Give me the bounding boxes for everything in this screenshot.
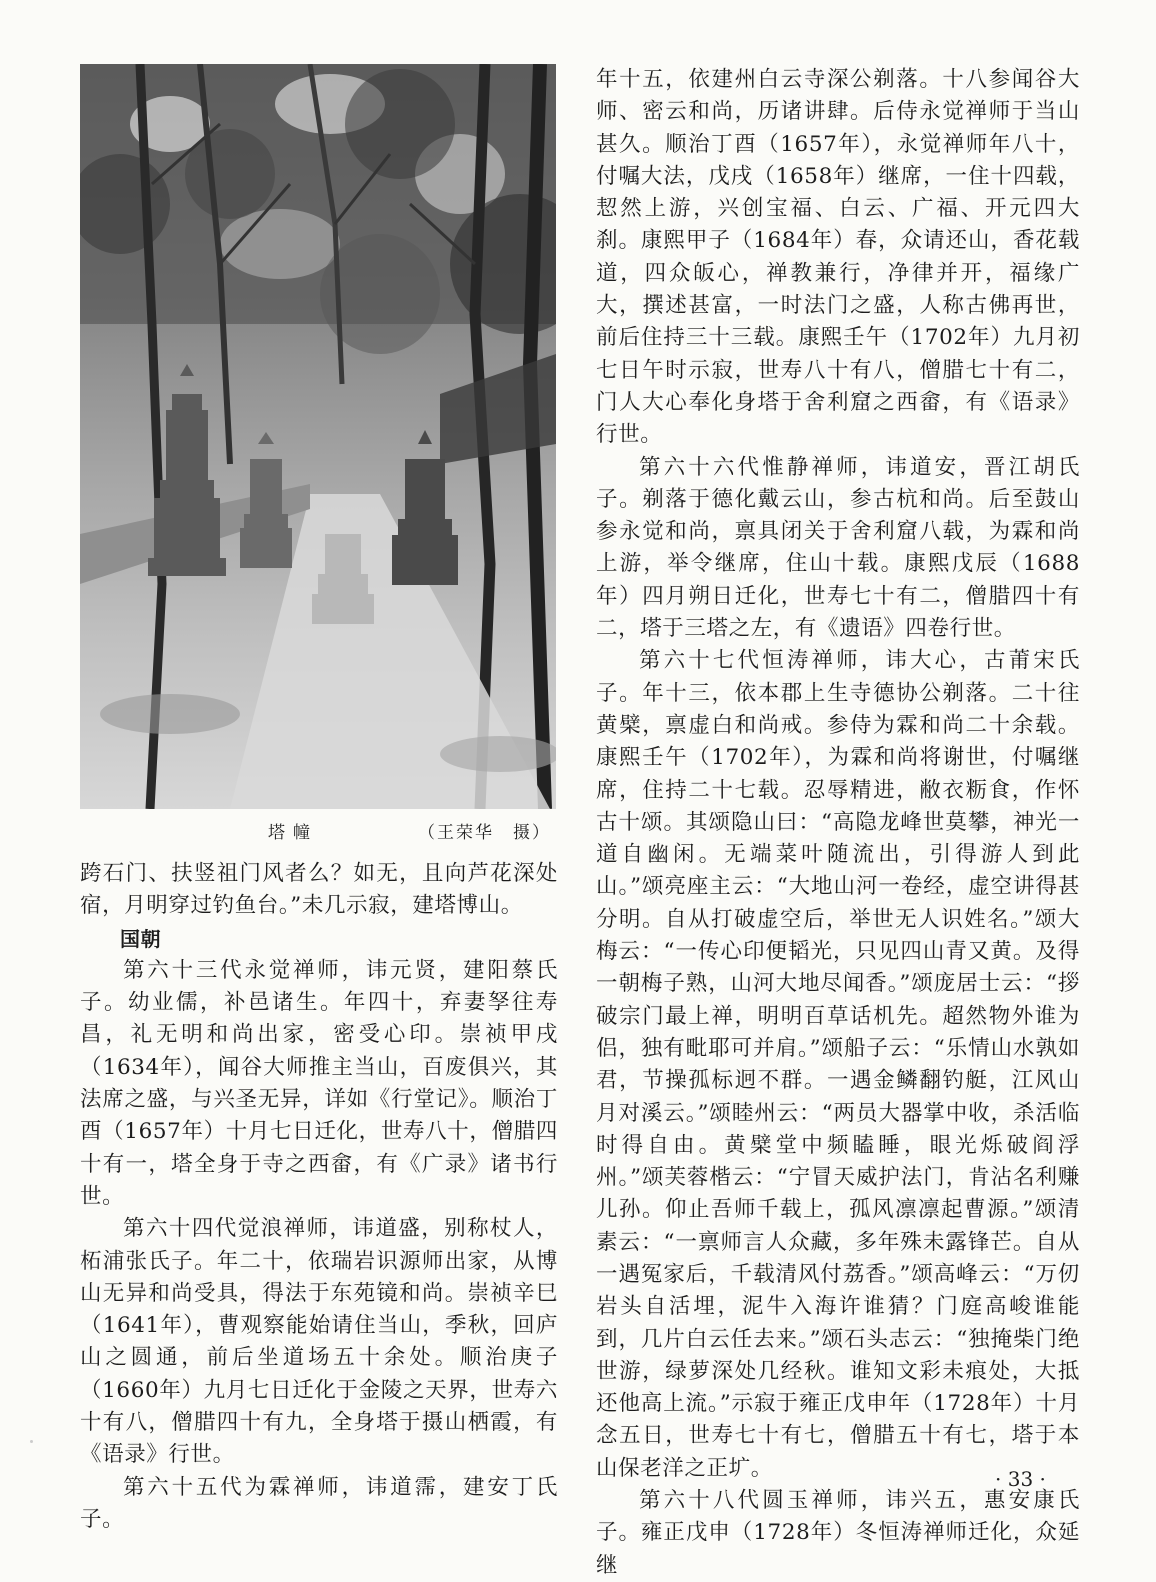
- paragraph: 第六十六代惟静禅师，讳道安，晋江胡氏子。剃落于德化戴云山，参古杭和尚。后至鼓山参永觉和尚，禀具闭关于舍利窟八载，为霖和尚上游，举令继席，住山十载。康熙戊辰（1688年）四月朔日迁化，世寿七十有二，僧腊四十有二，塔于三塔之左，有《遗语》四卷行世。: [596, 454, 1080, 642]
- scan-speck: [30, 1440, 33, 1443]
- paragraph: 第六十七代恒涛禅师，讳大心，古莆宋氏子。年十三，依本郡上生寺德协公剃落。二十往黄檗，禀虚白和尚戒。参侍为霖和尚二十余载。康熙壬午（1702年），为霖和尚将谢世，付嘱继席，住持二十七载。忍辱精进，敝衣粝食，作怀古十颂。其颂隐山曰：“高隐龙峰世莫攀，神光一道自幽闲。无端菜叶随流出，引得游人到此山。”颂亮座主云：“大地山河一卷经，虚空讲得甚分明。自从打破虚空后，举世无人识姓名。”颂大梅云：“一传心印便韬光，只见四山青又黄。及得一朝梅子熟，山河大地尽闻香。”颂庞居士云：“拶破宗门最上禅，明明百草话机先。超然物外谁为侣，独有毗耶可并肩。”颂船子云：“乐情山水孰如君，节操孤标迥不群。一遇金鳞翻钓艇，江风山月对溪云。”颂睦州云：“两员大器掌中收，杀活临时得自由。黄檗堂中频瞌睡，眼光烁破阎浮州。”颂芙蓉楷云：“宁冒天威护法门，肯沾名利赚儿孙。仰止吾师千载上，孤风凛凛起曹源。”颂清素云：“一禀师言人众藏，多年殊未露锋芒。自从一遇冤家后，千载清风付荔香。”颂高峰云：“万仞岩头自活埋，泥牛入海许谁猜？门庭高峻谁能到，几片白云任去来。”颂石头志云：“独掩柴门绝世游，绿萝深处几经秋。谁知文彩未痕处，大抵还他高上流。”示寂于雍正戊申年（1728年）十月念五日，世寿七十有七，僧腊五十有七，塔于本山保老洋之正圹。: [596, 648, 1080, 1481]
- section-heading: 国朝: [120, 926, 162, 951]
- paragraph: 跨石门、扶竖祖门风者么？如无，且向芦花深处宿，月明穿过钓鱼台。”未几示寂，建塔博山。: [80, 861, 558, 919]
- paragraph: 第六十八代圆玉禅师，讳兴五，惠安康氏子。雍正戊申（1728年）冬恒涛禅师迁化，众延继: [596, 1488, 1080, 1578]
- right-text-column: [596, 64, 1080, 1582]
- stupa-photo-graphic: [80, 64, 556, 809]
- paragraph: 第六十五代为霖禅师，讳道霈，建安丁氏子。: [80, 1474, 558, 1532]
- left-text-column: [80, 858, 558, 1536]
- stupa-photo: [80, 64, 556, 809]
- page-number: · 33 ·: [995, 1467, 1046, 1491]
- photo-caption: [80, 818, 556, 844]
- caption-credit: （王荣华 摄）: [418, 823, 551, 843]
- caption-title: 塔幢: [268, 823, 318, 843]
- paragraph: 第六十四代觉浪禅师，讳道盛，别称杖人，柘浦张氏子。年二十，依瑞岩识源师出家，从博山无异和尚受具，得法于东苑镜和尚。崇祯辛巳（1641年），曹观察能始请住当山，季秋，回庐山之圆通，前后坐道场五十余处。顺治庚子（1660年）九月七日迁化于金陵之天界，世寿六十有八，僧腊四十有九，全身塔于摄山栖霞，有《语录》行世。: [80, 1216, 558, 1468]
- paragraph: 第六十三代永觉禅师，讳元贤，建阳蔡氏子。幼业儒，补邑诸生。年四十，弃妻孥往寿昌，礼无明和尚出家，密受心印。崇祯甲戌（1634年），闻谷大师推主当山，百废俱兴，其法席之盛，与兴圣无异，详如《行堂记》。顺治丁酉（1657年）十月七日迁化，世寿八十，僧腊四十有一，塔全身于寺之西畲，有《广录》诸书行世。: [80, 957, 558, 1209]
- paragraph: 年十五，依建州白云寺深公剃落。十八参闻谷大师、密云和尚，历诸讲肆。后侍永觉禅师于当山甚久。顺治丁酉（1657年），永觉禅师年八十，付嘱大法，戊戌（1658年）继席，一住十四载，恝然上游，兴创宝福、白云、广福、开元四大刹。康熙甲子（1684年）春，众请还山，香花载道，四众皈心，禅教兼行，净律并开，福缘广大，撰述甚富，一时法门之盛，人称古佛再世，前后住持三十三载。康熙壬午（1702年）九月初七日午时示寂，世寿八十有八，僧腊七十有二，门人大心奉化身塔于舍利窟之西畲，有《语录》行世。: [596, 67, 1080, 448]
